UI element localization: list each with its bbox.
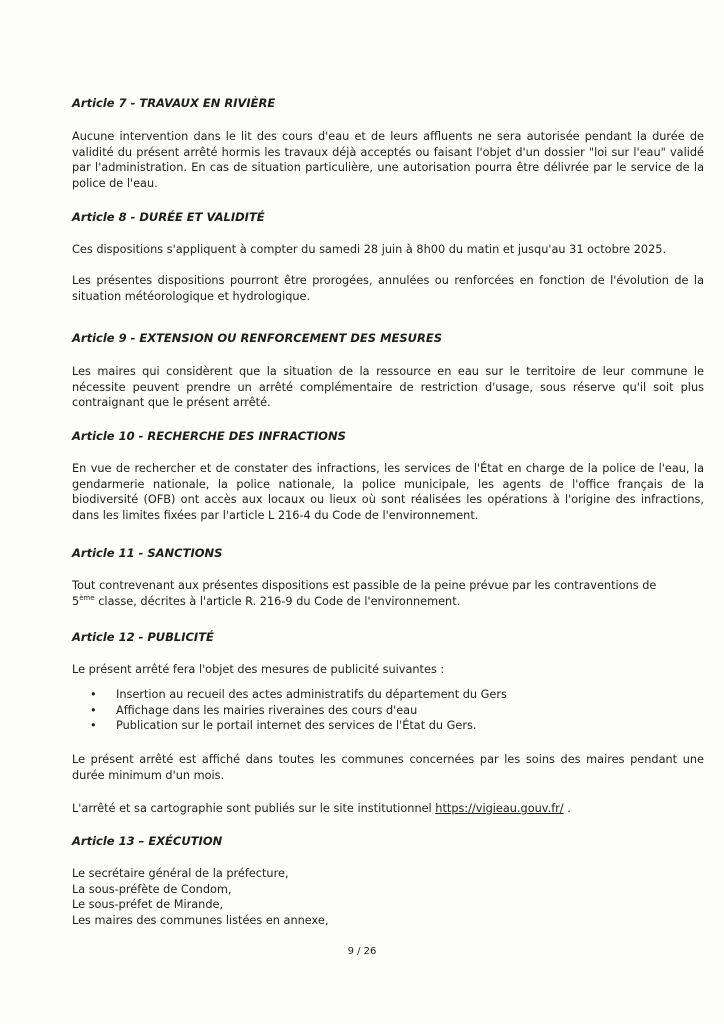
article-10-heading: Article 10 - RECHERCHE DES INFRACTIONS <box>72 429 346 443</box>
bullet-icon: • <box>90 688 97 701</box>
article-8-paragraph-2: Les présentes dispositions pourront être prorogées, annulées ou renforcées en fonction de l'évolution de la situation météorologique et hydrologique. <box>72 274 704 303</box>
executor-line: Les maires des communes listées en annexe, <box>72 913 329 927</box>
bullet-icon: • <box>90 719 97 733</box>
article-7-heading: Article 7 - TRAVAUX EN RIVIÈRE <box>72 96 276 110</box>
article-11-heading: Article 11 - SANCTIONS <box>72 546 223 560</box>
article-12-heading: Article 12 - PUBLICITÉ <box>72 630 214 644</box>
article-11-body <box>72 578 704 609</box>
list-item <box>72 718 704 734</box>
mapping-text-suffix: . <box>563 802 571 815</box>
article-7-body: Aucune intervention dans le lit des cours d'eau et de leurs affluents ne sera autorisée pendant la durée de validité du présent arrêté hormis les travaux déjà acceptés ou faisant l'objet d'un dossier "loi sur l'eau" validé par l'administration. En cas de situation particulière, une autorisation pourra être délivrée par le service de la police de l'eau. <box>72 130 704 190</box>
article-11-line-2 <box>72 594 704 610</box>
page-number: 9 / 26 <box>347 946 377 957</box>
article-11-line-1: Tout contrevenant aux présentes dispositions est passible de la peine prévue par les contraventions de <box>72 579 657 592</box>
article-8-paragraph-1: Ces dispositions s'appliquent à compter du samedi 28 juin à 8h00 du matin et jusqu'au 31 octobre 2025. <box>72 243 667 256</box>
list-item <box>72 687 704 703</box>
executor-line: Le sous-préfet de Mirande, <box>72 898 224 912</box>
list-item <box>72 703 704 719</box>
vigieau-link[interactable]: https://vigieau.gouv.fr/ <box>435 802 564 815</box>
article-13-heading: Article 13 – EXÉCUTION <box>72 834 223 848</box>
article-11-line-2-rest: classe, décrites à l'article R. 216-9 du Code de l'environnement. <box>94 594 461 608</box>
article-10-body: En vue de rechercher et de constater des infractions, les services de l'État en charge de la police de l'eau, la gendarmerie nationale, la police nationale, la police municipale, les agents de l'office français de la biodiversité (OFB) ont accès aux locaux ou lieux où sont réalisées les opérations à l'origine des infractions, dans les limites fixées par l'article L 216-4 du Code de l'environnement. <box>72 462 704 522</box>
list-item-text: Insertion au recueil des actes administratifs du département du Gers <box>116 688 507 701</box>
article-12-mapping-paragraph <box>72 801 704 817</box>
executor-line: La sous-préfète de Condom, <box>72 882 232 896</box>
list-item-text: Affichage dans les mairies riveraines des cours d'eau <box>116 703 418 717</box>
article-12-display-paragraph: Le présent arrêté est affiché dans toutes les communes concernées par les soins des maires pendant une durée minimum d'un mois. <box>72 753 704 782</box>
article-9-body: Les maires qui considèrent que la situation de la ressource en eau sur le territoire de leur commune le nécessite peuvent prendre un arrêté complémentaire de restriction d'usage, sous réserve qu'il soit plus contraignant que le présent arrêté. <box>72 365 704 410</box>
article-13-lines <box>72 866 704 928</box>
classe-superscript: ème <box>79 593 95 602</box>
publicity-list <box>72 687 704 734</box>
article-12-intro: Le présent arrêté fera l'objet des mesures de publicité suivantes : <box>72 663 445 676</box>
executor-line: Le secrétaire général de la préfecture, <box>72 867 289 880</box>
list-item-text: Publication sur le portail internet des services de l'État du Gers. <box>116 719 477 733</box>
article-9-heading: Article 9 - EXTENSION OU RENFORCEMENT DES MESURES <box>72 331 442 345</box>
mapping-text-prefix: L'arrêté et sa cartographie sont publiés sur le site institutionnel <box>72 802 436 815</box>
bullet-icon: • <box>90 703 97 717</box>
classe-number: 5 <box>72 594 80 608</box>
article-8-heading: Article 8 - DURÉE ET VALIDITÉ <box>72 210 265 224</box>
